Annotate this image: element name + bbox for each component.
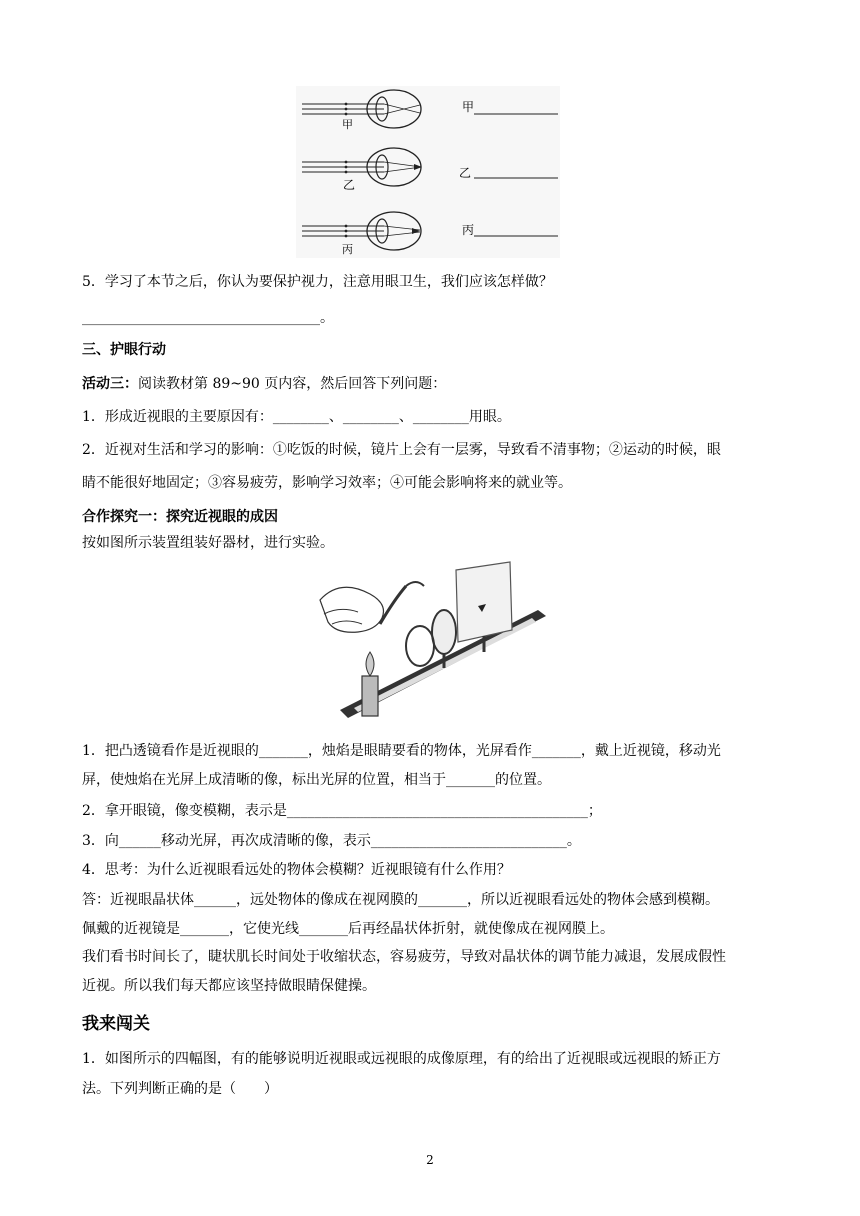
answer-label-bing: 丙 — [462, 223, 475, 237]
activity-3-item-2-cont: 睛不能很好地固定；③容易疲劳，影响学习效率；④可能会影响将来的就业等。 — [82, 475, 572, 491]
explore-1-answer: 答：近视眼晶状体______，远处物体的像成在视网膜的_______，所以近视眼看远处的物体会感到模糊。 — [82, 892, 719, 908]
question-5: 5．学习了本节之后，你认为要保护视力，注意用眼卫生，我们应该怎样做？ — [82, 274, 553, 290]
answer-label-jia: 甲 — [462, 100, 475, 114]
explore-1-heading: 合作探究一：探究近视眼的成因 — [82, 509, 278, 525]
section-3-heading: 三、护眼行动 — [82, 342, 166, 358]
candle-flame — [366, 652, 374, 676]
activity-3-item-2: 2．近视对生活和学习的影响：①吃饭的时候，镜片上会有一层雾，导致看不清事物；②运动的时候，眼 — [82, 442, 721, 458]
activity-3 — [82, 374, 446, 394]
activity-3-label: 活动三： — [82, 376, 138, 392]
eye-label-yi: 乙 — [343, 178, 356, 192]
eye-diagrams-svg — [296, 86, 560, 258]
experiment-apparatus-figure — [310, 560, 548, 726]
explore-1-item-1-cont: 屏，使烛焰在光屏上成清晰的像，标出光屏的位置，相当于_______的位置。 — [82, 772, 551, 788]
light-screen — [456, 562, 512, 642]
answer-label-yi: 乙 — [459, 166, 472, 180]
candle — [362, 676, 378, 716]
activity-3-text: 阅读教材第 89~90 页内容，然后回答下列问题： — [138, 376, 447, 392]
apparatus-svg — [310, 560, 548, 726]
question-5-answer-line: __________________________________。 — [82, 310, 334, 326]
challenge-item-1-cont: 法。下列判断正确的是（ ） — [82, 1081, 278, 1097]
explore-1-note-cont: 近视。所以我们每天都应该坚持做眼睛保健操。 — [82, 978, 376, 994]
explore-1-item-4: 4．思考：为什么近视眼看远处的物体会模糊？近视眼镜有什么作用？ — [82, 862, 511, 878]
explore-1-intro: 按如图所示装置组装好器材，进行实验。 — [82, 535, 334, 551]
convex-lens — [432, 610, 456, 654]
explore-1-answer-cont: 佩戴的近视镜是_______，它使光线_______后再经晶状体折射，就使像成在视网膜上。 — [82, 921, 614, 937]
challenge-heading: 我来闯关 — [82, 1014, 150, 1034]
activity-3-item-1: 1．形成近视眼的主要原因有：________、________、________用眼。 — [82, 409, 511, 425]
page-number: 2 — [426, 1153, 434, 1167]
myopia-glasses — [406, 626, 434, 666]
explore-1-item-3: 3．向______移动光屏，再次成清晰的像，表示____________________________。 — [82, 833, 581, 849]
challenge-item-1: 1．如图所示的四幅图，有的能够说明近视眼或远视眼的成像原理，有的给出了近视眼或远视眼的矫正方 — [82, 1051, 721, 1067]
explore-1-item-2: 2．拿开眼镜，像变模糊，表示是___________________________________________； — [82, 803, 602, 819]
explore-1-note: 我们看书时间长了，睫状肌长时间处于收缩状态，容易疲劳，导致对晶状体的调节能力减退，发展成假性 — [82, 949, 726, 965]
explore-1-item-1: 1．把凸透镜看作是近视眼的_______，烛焰是眼睛要看的物体，光屏看作_______，戴上近视镜，移动光 — [82, 743, 721, 759]
hand — [320, 587, 384, 632]
eye-diagrams-figure — [296, 86, 560, 258]
eye-label-jia: 甲 — [342, 118, 353, 131]
eye-label-bing: 丙 — [342, 243, 353, 256]
